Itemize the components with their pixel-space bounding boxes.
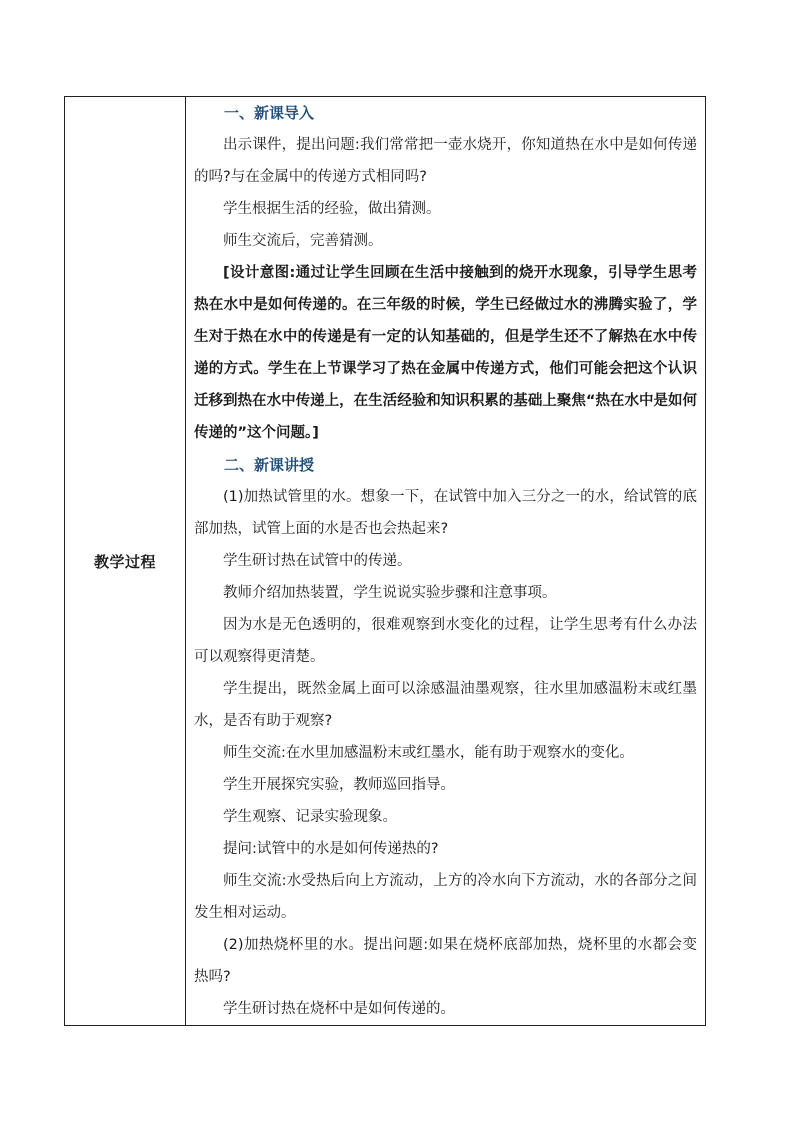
paragraph: 因为水是无色透明的，很难观察到水变化的过程，让学生思考有什么办法可以观察得更清楚。 — [194, 617, 697, 665]
paragraph: 师生交流:水受热后向上方流动，上方的冷水向下方流动，水的各部分之间发生相对运动。 — [194, 873, 697, 921]
design-intent-note: [设计意图:通过让学生回顾在生活中接触到的烧开水现象，引导学生思考热在水中是如何传递的。在三年级的时候，学生已经做过水的沸腾实验了，学生对于热在水中的传递是有一定的认知基础的，但是学生还不了解热在水中传递的方式。学生在上节课学习了热在金属中传递方式，他们可能会把这个认识迁移到热在水中传递上，在生活经验和知识积累的基础上聚焦“热在水中是如何传递的”这个问题。] — [194, 265, 697, 441]
paragraph: 师生交流后，完善猜测。 — [223, 233, 383, 249]
lesson-table — [64, 96, 706, 1026]
lesson-row — [65, 97, 706, 1026]
lesson-content — [194, 97, 697, 1025]
paragraph: 出示课件，提出问题:我们常常把一壶水烧开，你知道热在水中是如何传递的吗?与在金属中的传递方式相同吗? — [194, 137, 697, 185]
paragraph: 学生研讨热在试管中的传递。 — [223, 553, 412, 569]
row-label: 教学过程 — [93, 552, 156, 571]
paragraph: 学生观察、记录实验现象。 — [223, 809, 397, 825]
paragraph: 师生交流:在水里加感温粉末或红墨水，能有助于观察水的变化。 — [223, 745, 634, 761]
paragraph: 学生提出，既然金属上面可以涂感温油墨观察，往水里加感温粉末或红墨水，是否有助于观察? — [194, 681, 697, 729]
paragraph: (2)加热烧杯里的水。提出问题:如果在烧杯底部加热，烧杯里的水都会变热吗? — [194, 937, 697, 985]
paragraph: 提问:试管中的水是如何传递热的? — [223, 841, 439, 857]
paragraph: 学生开展探究实验，教师巡回指导。 — [223, 777, 455, 793]
row-content-cell — [186, 97, 706, 1026]
row-label-cell — [65, 97, 186, 1026]
paragraph: 教师介绍加热装置，学生说说实验步骤和注意事项。 — [223, 585, 557, 601]
paragraph: 学生根据生活的经验，做出猜测。 — [223, 201, 441, 217]
section-heading-lecture: 二、新课讲授 — [224, 456, 315, 474]
paragraph: (1)加热试管里的水。想象一下，在试管中加入三分之一的水，给试管的底部加热，试管上面的水是否也会热起来? — [194, 489, 697, 537]
section-heading-intro: 一、新课导入 — [224, 104, 315, 122]
paragraph: 学生研讨热在烧杯中是如何传递的。 — [223, 1001, 455, 1017]
